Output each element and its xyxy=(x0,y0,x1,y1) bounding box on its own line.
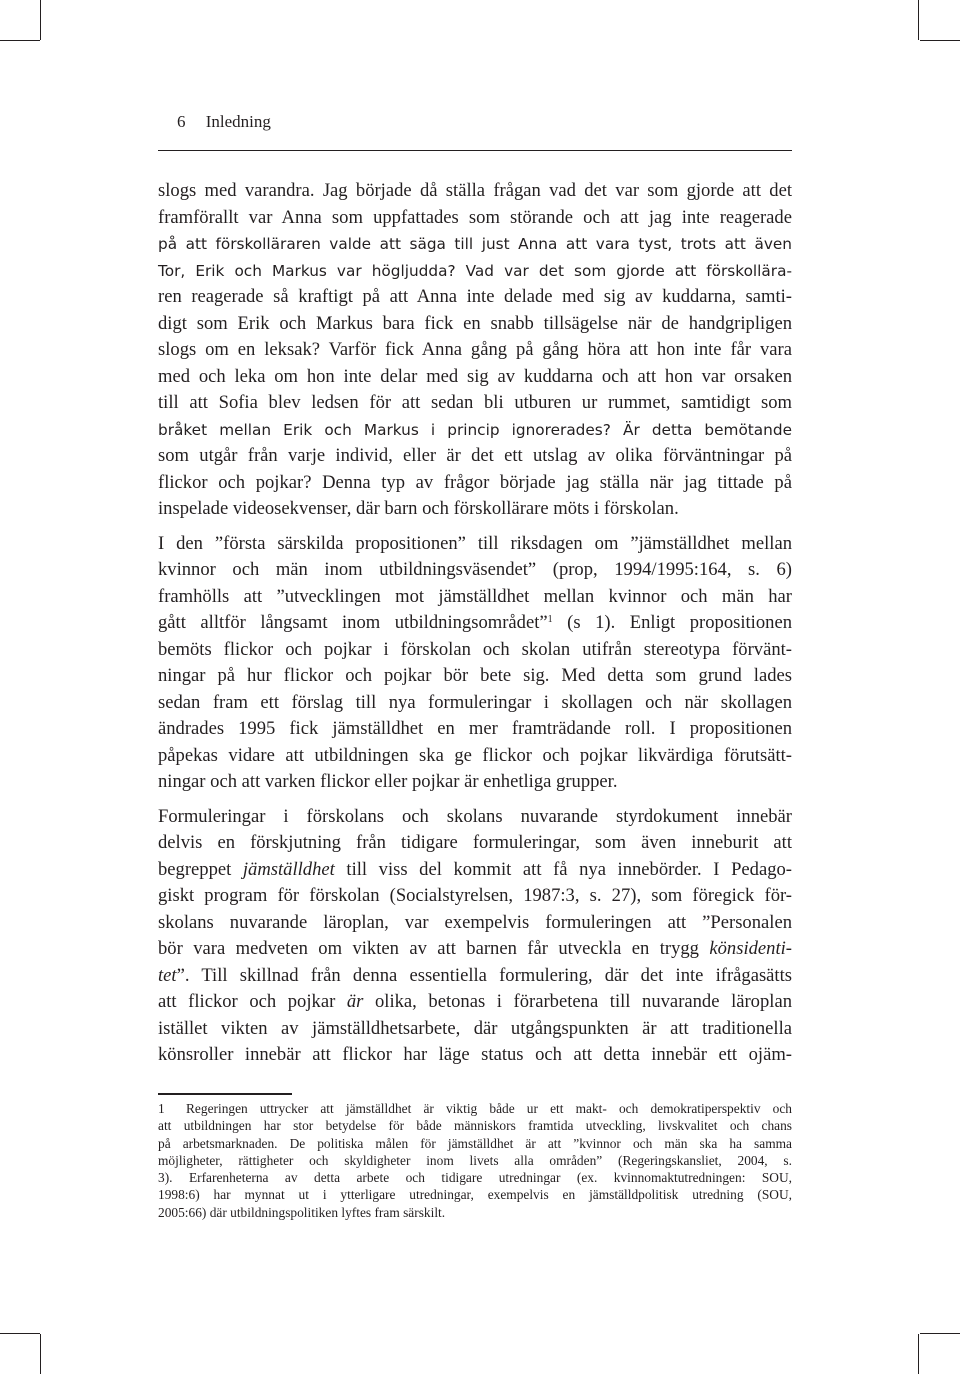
crop-mark xyxy=(40,1334,41,1374)
text-line: ändrades 1995 fick jämställdhet en mer framträdande roll. I propositionen xyxy=(158,718,792,739)
footnote-number: 1 xyxy=(158,1101,165,1116)
emphasis: jämställdhet xyxy=(242,858,335,880)
crop-mark xyxy=(918,1334,919,1374)
text-line: Formuleringar i förskolans och skolans nuvarande styrdokument innebär xyxy=(158,805,792,827)
header-rule xyxy=(158,150,792,151)
footnote-line: 2005:66) där utbildningspolitiken lyftes fram särskilt. xyxy=(158,1204,446,1220)
text-line: framförallt var Anna som uppfattades som störande och att jag inte reagerade xyxy=(158,206,792,228)
text-run: gått alltför långsamt inom utbildningsområdet” xyxy=(158,612,548,633)
text-line: som utgår från varje individ, eller är det ett utslag av olika förväntningar på xyxy=(158,445,792,466)
text-line: framhölls att ”utvecklingen mot jämställdhet mellan kvinnor och män har xyxy=(158,585,792,607)
text-line: till att Sofia blev ledsen för att sedan bli utburen ur rummet, samtidigt som xyxy=(158,392,792,413)
text-line: digt som Erik och Markus bara fick en snabb tillsägelse när de handgripligen xyxy=(158,312,792,334)
text-run: bör vara medveten om vikten av att barnen får utveckla en trygg xyxy=(158,938,710,959)
text-line: bemöts flickor och pojkar i förskolan och skolan utifrån stereotypa förvänt- xyxy=(158,638,792,660)
text-line: kvinnor och män inom utbildningsväsendet” (prop, 1994/1995:164, s. 6) xyxy=(158,559,792,580)
text-line: ningar på hur flickor och pojkar bör bete sig. Med detta som grund lades xyxy=(158,665,792,686)
footnote-line: att utbildningen har stor betydelse för både människors framtida utveckling, livskvalitet och chans xyxy=(158,1118,792,1134)
footnote-rule xyxy=(158,1093,292,1095)
page-number: 6 xyxy=(177,112,186,131)
text-line: slogs om en leksak? Varför fick Anna gång på gång höra att hon inte får vara xyxy=(158,339,792,360)
footnote-line xyxy=(158,1100,792,1117)
text-line xyxy=(158,610,792,637)
text-line xyxy=(158,857,792,884)
text-line: påpekas vidare att utbildningen ska ge flickor och pojkar likvärdiga förutsätt- xyxy=(158,744,792,766)
text-run: olika, betonas i förarbetena till nuvarande läroplan xyxy=(363,991,792,1012)
crop-mark xyxy=(40,0,41,40)
text-line: ren reagerade så kraftigt på att Anna inte delade med sig av kuddarna, samti- xyxy=(158,286,792,307)
crop-mark xyxy=(918,0,919,40)
emphasis: tet xyxy=(158,964,177,986)
paragraph-3 xyxy=(158,804,792,1069)
text-run: begreppet xyxy=(158,858,243,880)
footnote-line: på arbetsmarknaden. De politiska målen för jämställdhet är att ”kvinnor och män ska ha samma xyxy=(158,1135,792,1151)
crop-mark xyxy=(920,40,960,41)
text-line: sedan fram ett förslag till nya formuleringar i skollagen och när skollagen xyxy=(158,691,792,713)
running-header xyxy=(177,112,271,132)
text-line: skolans nuvarande läroplan, var exempelvis formuleringen att ”Personalen xyxy=(158,911,792,933)
text-run: att flickor och pojkar xyxy=(158,991,347,1012)
text-line: flickor och pojkar? Denna typ av frågor började jag ställa när jag tittade på xyxy=(158,471,792,493)
paragraph-gap xyxy=(158,796,792,804)
text-line xyxy=(158,989,792,1016)
text-line: istället vikten av jämställdhetsarbete, där utgångspunkten är att traditionella xyxy=(158,1017,792,1039)
text-line: giskt program för förskolan (Socialstyrelsen, 1987:3, s. 27), som föregick för- xyxy=(158,885,792,906)
paragraph-2 xyxy=(158,531,792,796)
emphasis: är xyxy=(346,991,364,1012)
footnote xyxy=(158,1100,792,1221)
crop-mark xyxy=(0,1333,40,1334)
footnote-line: 3). Erfarenheterna av detta arbete och tidigare utredningar (ex. kvinnomaktutredningen: SOU, xyxy=(158,1170,792,1186)
body-text xyxy=(158,178,792,1069)
footnote-text: Regeringen uttrycker att jämställdhet är viktig både ur ett makt- och demokratiperspektiv och xyxy=(186,1101,792,1116)
text-line: Tor, Erik och Markus var högljudda? Vad var det som gjorde att förskollära- xyxy=(158,261,792,280)
paragraph-1 xyxy=(158,178,792,523)
crop-mark xyxy=(0,40,40,41)
text-run: till viss del kommit att få nya innebörder. I Pedago- xyxy=(334,858,792,880)
text-line xyxy=(158,963,792,990)
text-line: ningar och att varken flickor eller pojkar är enhetliga grupper. xyxy=(158,771,618,792)
emphasis: könsidenti- xyxy=(709,938,792,959)
text-line: I den ”första särskilda propositionen” till riksdagen om ”jämställdhet mellan xyxy=(158,532,792,554)
footnote-line: möjligheter, rättigheter och skyldigheter inom livets alla områden” (Regeringskansliet, 2004, s. xyxy=(158,1152,792,1168)
text-line: bråket mellan Erik och Markus i princip ignorerades? Är detta bemötande xyxy=(158,420,792,439)
text-line: med och leka om hon inte delar med sig av kuddarna och att hon var orsaken xyxy=(158,365,792,387)
text-line: delvis en förskjutning från tidigare formuleringar, som även inneburit att xyxy=(158,832,792,853)
text-line: slogs med varandra. Jag började då ställa frågan vad det var som gjorde att det xyxy=(158,180,792,201)
text-line: på att förskolläraren valde att säga till just Anna att vara tyst, trots att även xyxy=(158,235,792,253)
text-run: (s 1). Enligt propositionen xyxy=(552,612,792,633)
section-title: Inledning xyxy=(205,112,271,131)
footnote-reference: 1 xyxy=(547,614,553,625)
footnote-line: 1998:6) har mynnat ut i ytterligare utredningar, exempelvis en jämställdpolitisk utredning (SOU, xyxy=(158,1187,792,1203)
paragraph-gap xyxy=(158,523,792,531)
crop-mark xyxy=(920,1333,960,1334)
text-run: ”. Till skillnad från denna essentiella formulering, där det inte ifrågasätts xyxy=(176,964,792,986)
text-line xyxy=(158,936,792,963)
text-line: könsroller innebär att flickor har läge status och att detta innebär ett ojäm- xyxy=(158,1044,792,1065)
text-line: inspelade videosekvenser, där barn och förskollärare möts i förskolan. xyxy=(158,498,679,519)
